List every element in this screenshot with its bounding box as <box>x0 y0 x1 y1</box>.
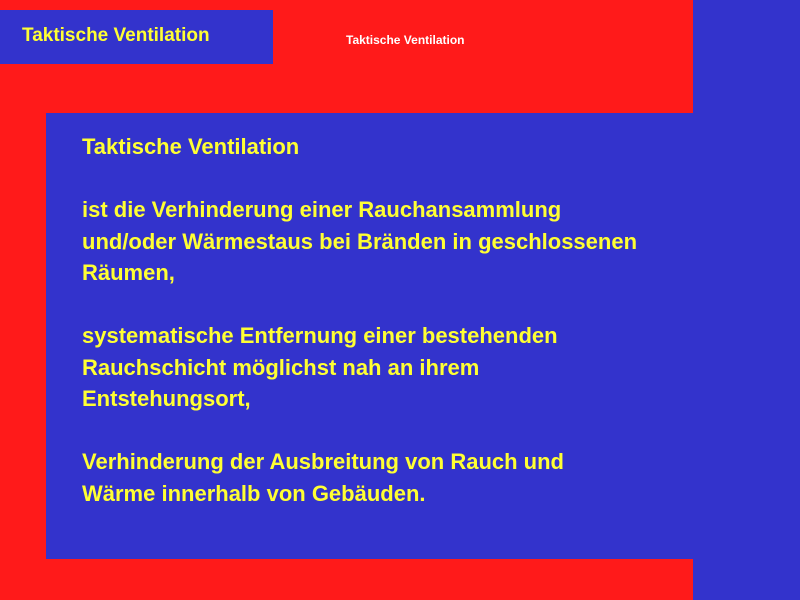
spacer <box>82 415 782 447</box>
paragraph-1-line-3: Räumen, <box>82 260 175 285</box>
content-heading: Taktische Ventilation <box>82 134 300 159</box>
paragraph-2-line-3: Entstehungsort, <box>82 386 251 411</box>
paragraph-2-line-2: Rauchschicht möglichst nah an ihrem <box>82 354 480 380</box>
slide-header-title: Taktische Ventilation <box>346 33 465 47</box>
content-text <box>82 131 782 509</box>
content-panel <box>46 113 693 559</box>
paragraph-1-line-1: ist die Verhinderung einer Rauchansammlung <box>82 197 562 222</box>
spacer <box>82 163 782 195</box>
slide-tab-title: Taktische Ventilation <box>22 25 210 46</box>
paragraph-2-line-1: systematische Entfernung einer bestehenden <box>82 323 558 348</box>
paragraph-1-line-2: und/oder Wärmestaus bei Bränden in geschlossenen <box>82 228 638 254</box>
spacer <box>82 289 782 321</box>
paragraph-3-line-2: Wärme innerhalb von Gebäuden. <box>82 480 426 506</box>
paragraph-3-line-1: Verhinderung der Ausbreitung von Rauch und <box>82 449 564 474</box>
title-tab <box>0 10 273 64</box>
